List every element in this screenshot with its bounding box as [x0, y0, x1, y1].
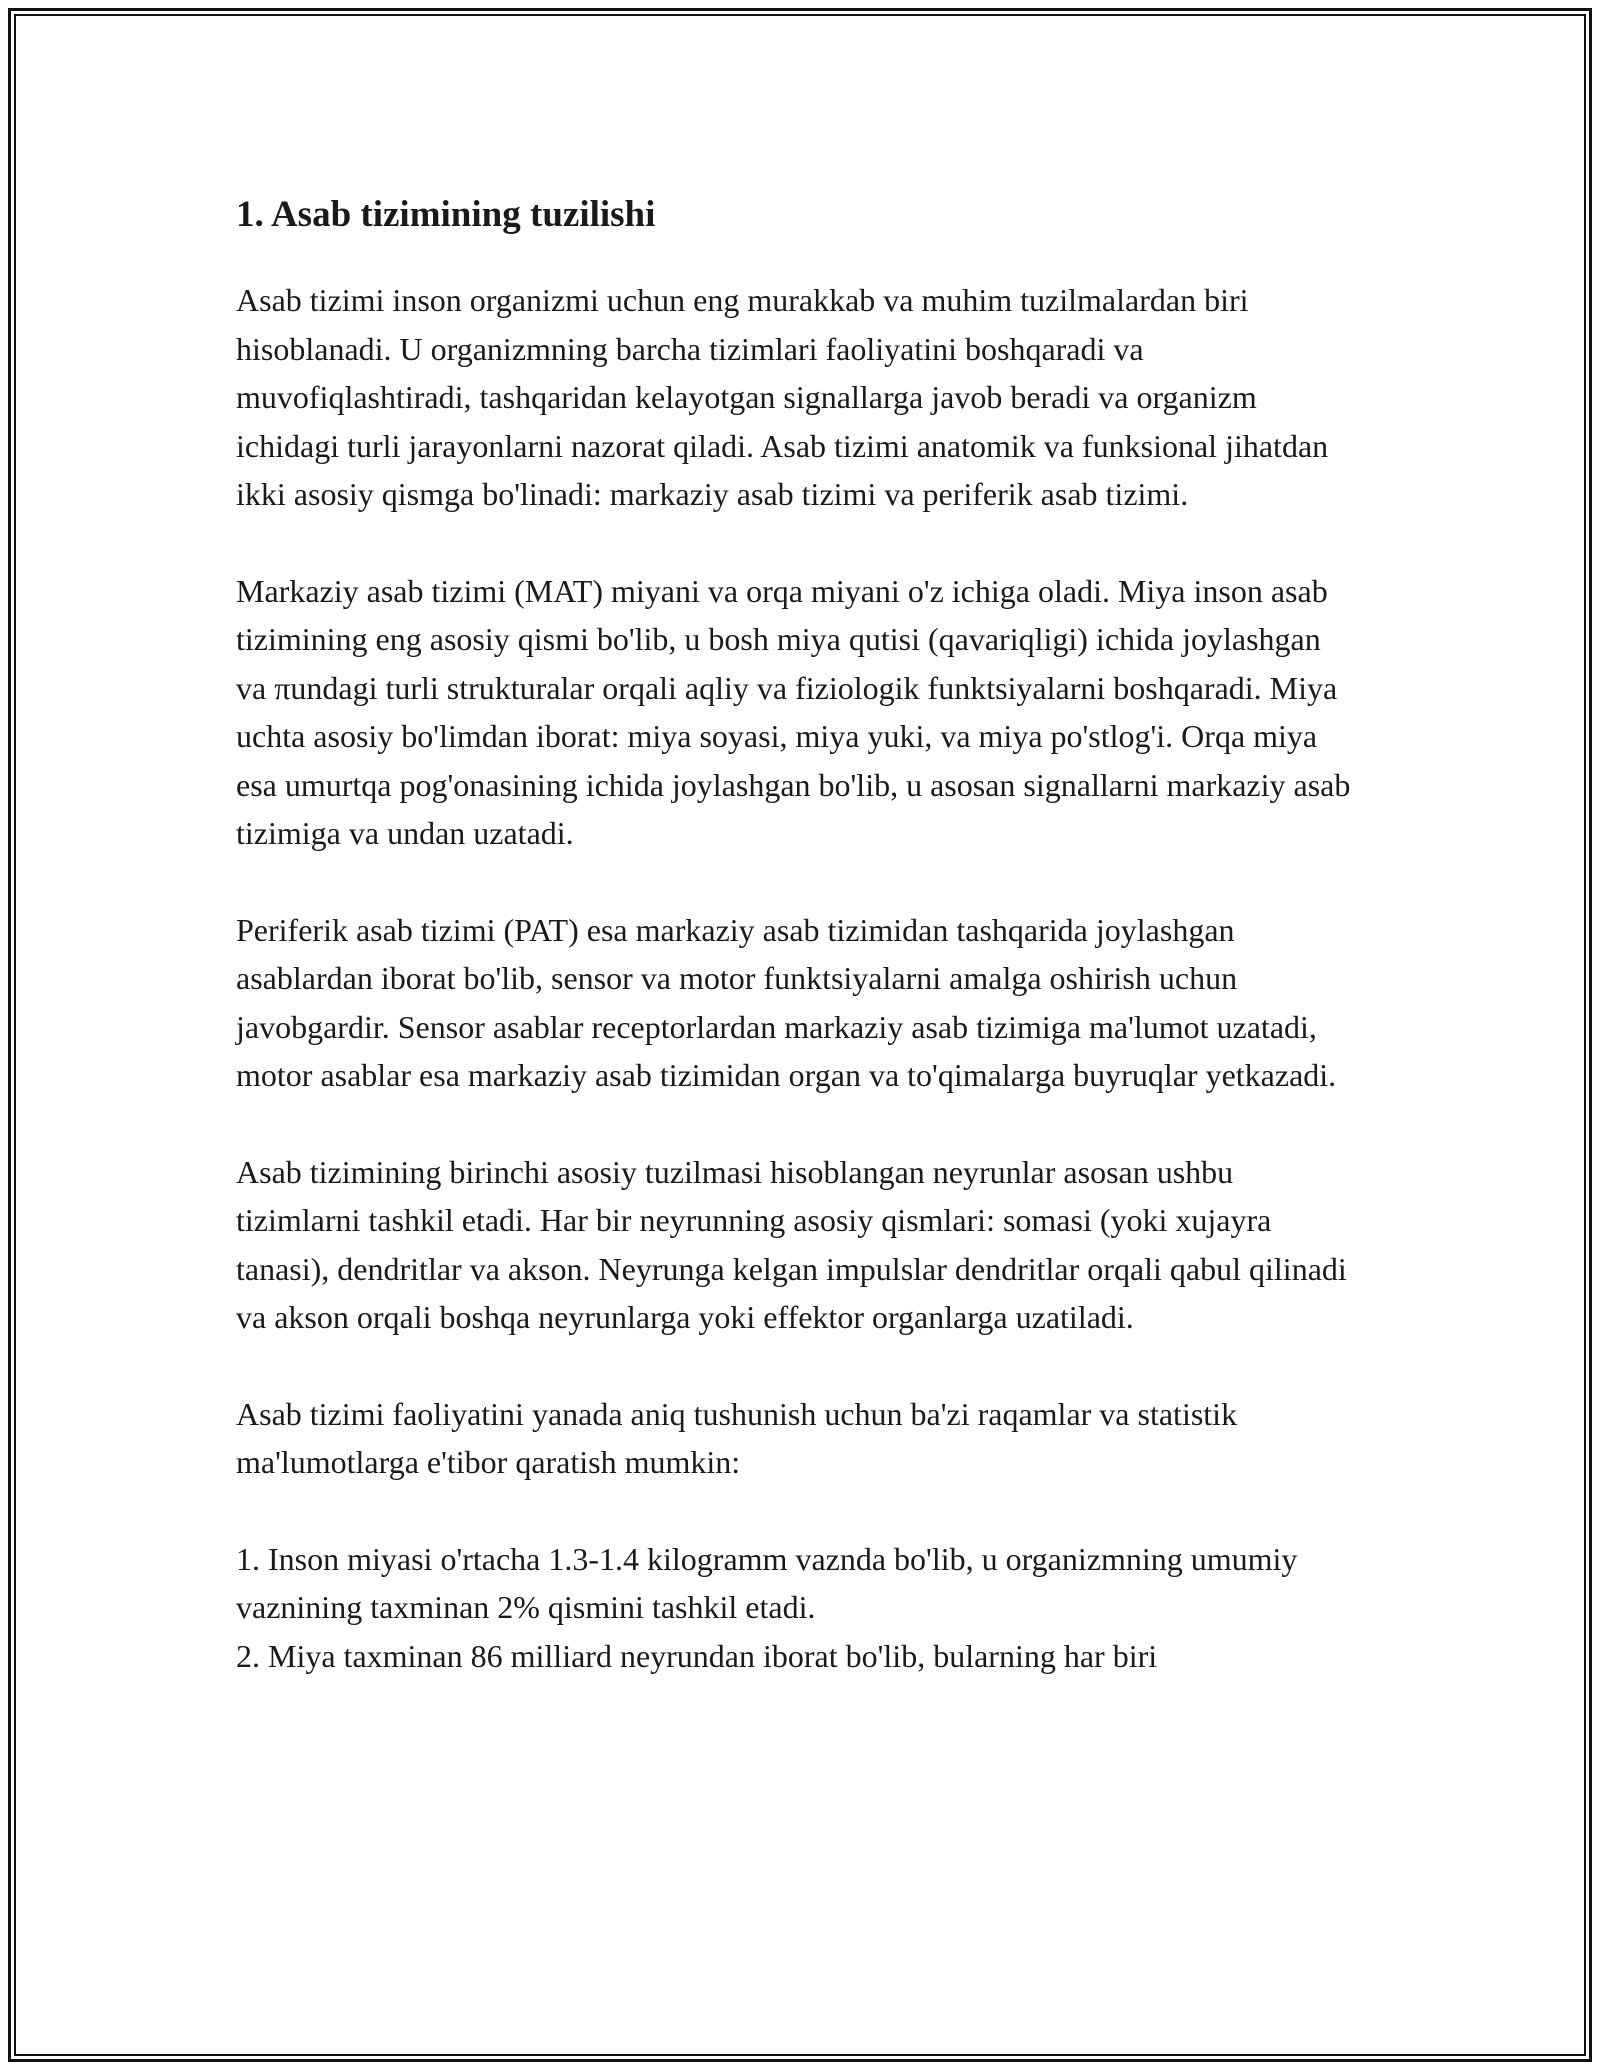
- paragraph-central-nervous-system: Markaziy asab tizimi (MAT) miyani va orqa miyani o'z ichiga oladi. Miya inson asab tizimining eng asosiy qismi bo'lib, u bosh miya qutisi (qavariqligi) ichida joylashgan va πundagi turli strukturalar orqali aqliy va fiziologik funktsiyalarni boshqaradi. Miya uchta asosiy bo'limdan iborat: miya soyasi, miya yuki, va miya po'stlog'i. Orqa miya esa umurtqa pog'onasining ichida joylashgan bo'lib, u asosan signallarni markaziy asab tizimiga va undan uzatadi.: [236, 572, 1351, 851]
- paragraph-neurons: Asab tizimining birinchi asosiy tuzilmasi hisoblangan neyrunlar asosan ushbu tizimlarni tashkil etadi. Har bir neyrunning asosiy qismlari: somasi (yoki xujayra tanasi), dendritlar va akson. Neyrunga kelgan impulslar dendritlar orqali qabul qilinadi va akson orqali boshqa neyrunlarga yoki effektor organlarga uzatiladi.: [236, 1153, 1347, 1335]
- document-page: [236, 190, 1356, 1680]
- list-item: 2. Miya taxminan 86 milliard neyrundan iborat bo'lib, bularning har biri: [236, 1637, 1158, 1674]
- paragraph-intro: Asab tizimi inson organizmi uchun eng murakkab va muhim tuzilmalardan biri hisoblanadi. U organizmning barcha tizimlari faoliyatini boshqaradi va muvofiqlashtiradi, tashqaridan kelayotgan signallarga javob beradi va organizm ichidagi turli jarayonlarni nazorat qiladi. Asab tizimi anatomik va funksional jihatdan ikki asosiy qismga bo'linadi: markaziy asab tizimi va periferik asab tizimi.: [236, 282, 1329, 512]
- list-item: 1. Inson miyasi o'rtacha 1.3-1.4 kilogramm vaznda bo'lib, u organizmning umumiy vaznining taxminan 2% qismini tashkil etadi.: [236, 1540, 1298, 1625]
- statistics-list: [236, 1535, 1356, 1681]
- paragraph-peripheral-nervous-system: Periferik asab tizimi (PAT) esa markaziy asab tizimidan tashqarida joylashgan asablardan iborat bo'lib, sensor va motor funktsiyalarni amalga oshirish uchun javobgardir. Sensor asablar receptorlardan markaziy asab tizimiga ma'lumot uzatadi, motor asablar esa markaziy asab tizimidan organ va to'qimalarga buyruqlar yetkazadi.: [236, 911, 1337, 1093]
- paragraph-statistics-intro: Asab tizimi faoliyatini yanada aniq tushunish uchun ba'zi raqamlar va statistik ma'lumotlarga e'tibor qaratish mumkin:: [236, 1395, 1238, 1480]
- section-heading: 1. Asab tizimining tuzilishi: [236, 194, 656, 235]
